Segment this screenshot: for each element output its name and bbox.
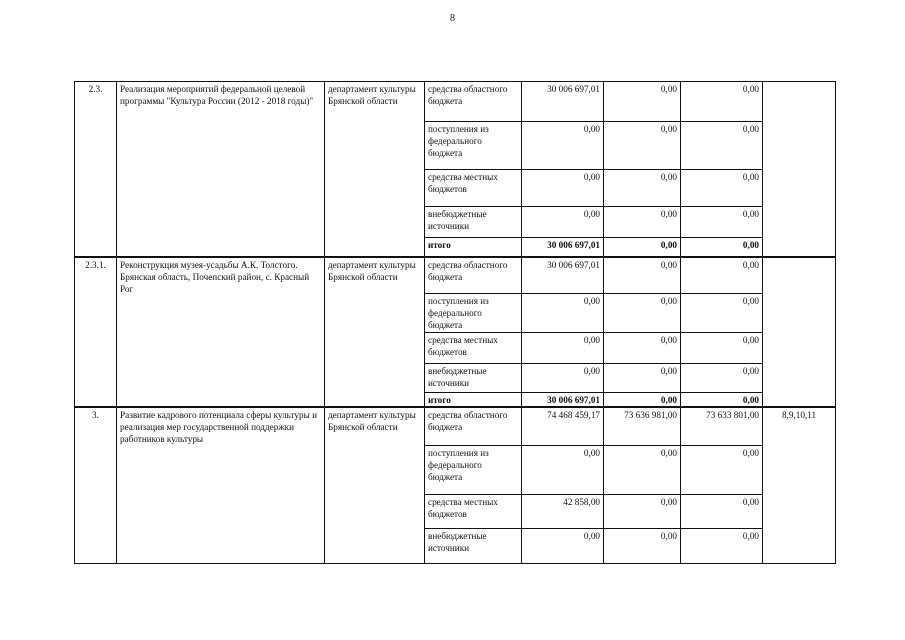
amount-year-3: 0,00 [681, 207, 763, 238]
amount-year-2: 0,00 [604, 445, 681, 494]
amount-year-1: 30 006 697,01 [522, 393, 604, 408]
amount-year-2: 0,00 [604, 257, 681, 294]
funding-row [75, 257, 836, 294]
amount-year-2: 73 636 981,00 [604, 407, 681, 445]
amount-year-2: 0,00 [604, 207, 681, 238]
amount-year-3: 0,00 [681, 122, 763, 170]
amount-year-1: 74 468 459,17 [522, 407, 604, 445]
amount-year-1: 0,00 [522, 207, 604, 238]
funding-source: средства местных бюджетов [425, 333, 522, 364]
indicator-codes [763, 257, 836, 408]
amount-year-2: 0,00 [604, 494, 681, 528]
funding-source: средства местных бюджетов [425, 170, 522, 207]
amount-year-2: 0,00 [604, 393, 681, 408]
amount-year-1: 30 006 697,01 [522, 257, 604, 294]
budget-table [74, 81, 836, 564]
section-executor: департамент культуры Брянской области [325, 82, 425, 257]
indicator-codes: 8,9,10,11 [763, 407, 836, 563]
section-name: Реконструкция музея-усадьбы А.К. Толстого. Брянская область, Почепский район, с. Красный Рог [117, 257, 325, 408]
funding-source: средства областного бюджета [425, 257, 522, 294]
amount-year-1: 30 006 697,01 [522, 82, 604, 122]
amount-year-2: 0,00 [604, 238, 681, 257]
funding-source: поступления из федерального бюджета [425, 294, 522, 333]
funding-source: внебюджетные источники [425, 364, 522, 393]
funding-source: поступления из федерального бюджета [425, 445, 522, 494]
funding-source: итого [425, 238, 522, 257]
section-name: Реализация мероприятий федеральной целевой программы "Культура России (2012 - 2018 годы)" [117, 82, 325, 257]
amount-year-1: 0,00 [522, 333, 604, 364]
amount-year-1: 0,00 [522, 364, 604, 393]
amount-year-3: 0,00 [681, 170, 763, 207]
amount-year-1: 0,00 [522, 528, 604, 563]
amount-year-2: 0,00 [604, 122, 681, 170]
section-name: Развитие кадрового потенциала сферы культуры и реализация мер государственной поддержки работников культуры [117, 407, 325, 563]
funding-source: средства местных бюджетов [425, 494, 522, 528]
page-number: 8 [450, 13, 455, 24]
amount-year-3: 0,00 [681, 333, 763, 364]
amount-year-3: 0,00 [681, 294, 763, 333]
amount-year-2: 0,00 [604, 82, 681, 122]
amount-year-3: 73 633 801,00 [681, 407, 763, 445]
section-executor: департамент культуры Брянской области [325, 257, 425, 408]
funding-source: внебюджетные источники [425, 207, 522, 238]
section-executor: департамент культуры Брянской области [325, 407, 425, 563]
amount-year-1: 30 006 697,01 [522, 238, 604, 257]
amount-year-2: 0,00 [604, 294, 681, 333]
amount-year-1: 0,00 [522, 294, 604, 333]
section-number: 2.3. [75, 82, 117, 257]
funding-source: итого [425, 393, 522, 408]
funding-row [75, 82, 836, 122]
funding-source: средства областного бюджета [425, 82, 522, 122]
amount-year-3: 0,00 [681, 393, 763, 408]
amount-year-3: 0,00 [681, 445, 763, 494]
amount-year-1: 0,00 [522, 122, 604, 170]
section-number: 2.3.1. [75, 257, 117, 408]
funding-source: поступления из федерального бюджета [425, 122, 522, 170]
funding-source: внебюджетные источники [425, 528, 522, 563]
amount-year-3: 0,00 [681, 494, 763, 528]
amount-year-3: 0,00 [681, 238, 763, 257]
funding-source: средства областного бюджета [425, 407, 522, 445]
amount-year-1: 0,00 [522, 170, 604, 207]
amount-year-3: 0,00 [681, 257, 763, 294]
section-number: 3. [75, 407, 117, 563]
amount-year-1: 42 858,00 [522, 494, 604, 528]
amount-year-2: 0,00 [604, 528, 681, 563]
indicator-codes [763, 82, 836, 257]
amount-year-3: 0,00 [681, 82, 763, 122]
funding-row [75, 407, 836, 445]
amount-year-3: 0,00 [681, 364, 763, 393]
amount-year-2: 0,00 [604, 364, 681, 393]
amount-year-3: 0,00 [681, 528, 763, 563]
amount-year-1: 0,00 [522, 445, 604, 494]
amount-year-2: 0,00 [604, 333, 681, 364]
amount-year-2: 0,00 [604, 170, 681, 207]
